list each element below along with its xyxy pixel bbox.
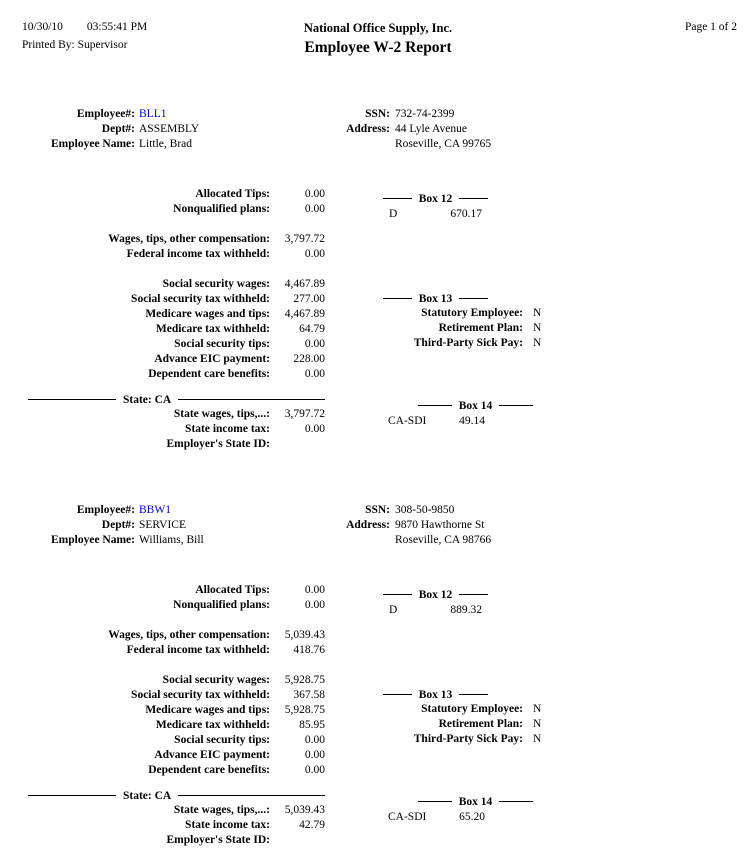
medicare-wages-value: 4,467.89 xyxy=(284,308,325,320)
box14-amount: 49.14 xyxy=(459,415,485,427)
box14-rule-right xyxy=(499,801,533,802)
state-rule-left xyxy=(28,795,116,796)
nonqualified-plans-label: Nonqualified plans: xyxy=(173,203,270,215)
dependent-care-row xyxy=(0,763,325,778)
address-row xyxy=(300,518,491,533)
box13-rule-left xyxy=(383,298,412,299)
ss-tax-row xyxy=(0,688,325,703)
employee-name-row xyxy=(0,137,199,152)
wages-label: Wages, tips, other compensation: xyxy=(108,233,270,245)
address-row xyxy=(300,122,491,137)
box13-header xyxy=(383,687,488,702)
dependent-care-value: 0.00 xyxy=(304,368,325,380)
state-rule-right xyxy=(178,795,325,796)
box14-rule-right xyxy=(499,405,533,406)
ss-wages-label: Social security wages: xyxy=(162,278,270,290)
state-wages-label: State wages, tips,...: xyxy=(173,804,270,816)
box12-amount: 889.32 xyxy=(450,604,482,616)
third-party-value: N xyxy=(533,337,542,349)
box12-rule-right xyxy=(459,198,488,199)
dept-value: SERVICE xyxy=(139,519,186,531)
ss-tax-row xyxy=(0,292,325,307)
box14-rule-left xyxy=(418,801,452,802)
header-center xyxy=(0,21,756,57)
box13-label: Box 13 xyxy=(418,292,453,305)
medicare-tax-row xyxy=(0,322,325,337)
third-party-value: N xyxy=(533,733,542,745)
dependent-care-value: 0.00 xyxy=(304,764,325,776)
retirement-value: N xyxy=(533,322,542,334)
state-wages-row xyxy=(0,407,325,422)
state-wages-value: 3,797.72 xyxy=(284,408,325,420)
third-party-label: Third-Party Sick Pay: xyxy=(413,337,523,349)
box12-header xyxy=(383,191,488,206)
ss-wages-row xyxy=(0,673,325,688)
federal-tax-value: 418.76 xyxy=(293,644,325,656)
ssn-label: SSN: xyxy=(365,504,390,516)
ss-wages-label: Social security wages: xyxy=(162,674,270,686)
address-label: Address: xyxy=(346,519,390,531)
box14-entry xyxy=(383,810,485,825)
ss-tips-label: Social security tips: xyxy=(174,734,270,746)
print-date: 10/30/10 xyxy=(22,21,63,33)
box12-rule-left xyxy=(383,198,412,199)
nonqualified-plans-label: Nonqualified plans: xyxy=(173,599,270,611)
box12-code: D xyxy=(389,604,398,616)
employee-no-row xyxy=(0,503,204,518)
state-section-header xyxy=(28,788,325,803)
box12-code: D xyxy=(389,208,398,220)
medicare-tax-label: Medicare tax withheld: xyxy=(155,719,270,731)
advance-eic-row xyxy=(0,748,325,763)
employee-identity xyxy=(0,503,204,548)
dept-value: ASSEMBLY xyxy=(139,123,200,135)
advance-eic-value: 0.00 xyxy=(304,749,325,761)
retirement-value: N xyxy=(533,718,542,730)
medicare-tax-label: Medicare tax withheld: xyxy=(155,323,270,335)
box14-code: CA-SDI xyxy=(388,415,427,427)
medicare-tax-value: 85.95 xyxy=(299,719,325,731)
employee-contact xyxy=(300,503,491,548)
employer-state-id-row xyxy=(0,437,325,452)
dept-label: Dept#: xyxy=(101,519,135,531)
employer-state-id-value xyxy=(270,437,325,452)
box13-section xyxy=(383,291,541,351)
employer-state-id-value xyxy=(270,833,325,848)
advance-eic-label: Advance EIC payment: xyxy=(154,749,270,761)
employee-no-row xyxy=(0,107,199,122)
state-wages-label: State wages, tips,...: xyxy=(173,408,270,420)
box14-label: Box 14 xyxy=(458,399,493,412)
state-rule-right xyxy=(178,399,325,400)
employee-identity xyxy=(0,107,199,152)
statutory-row xyxy=(383,306,541,321)
employee-no-link[interactable]: BBW1 xyxy=(139,504,171,516)
employee-name-label: Employee Name: xyxy=(51,138,135,150)
box13-header xyxy=(383,291,488,306)
ss-tips-value: 0.00 xyxy=(304,338,325,350)
statutory-value: N xyxy=(533,703,542,715)
box13-label: Box 13 xyxy=(418,688,453,701)
federal-tax-value: 0.00 xyxy=(304,248,325,260)
box14-rule-left xyxy=(418,405,452,406)
wages-row xyxy=(0,232,325,247)
nonqualified-plans-value: 0.00 xyxy=(304,203,325,215)
employee-name-row xyxy=(0,533,204,548)
medicare-wages-value: 5,928.75 xyxy=(284,704,325,716)
nonqualified-plans-row xyxy=(0,202,325,217)
retirement-row xyxy=(383,321,541,336)
box12-rule-right xyxy=(459,594,488,595)
federal-tax-label: Federal income tax withheld: xyxy=(126,644,270,656)
third-party-label: Third-Party Sick Pay: xyxy=(413,733,523,745)
box12-amount: 670.17 xyxy=(450,208,482,220)
employee-block xyxy=(0,503,756,861)
ss-tax-label: Social security tax withheld: xyxy=(131,689,270,701)
employee-block xyxy=(0,107,756,503)
allocated-tips-row xyxy=(0,187,325,202)
employee-no-label: Employee#: xyxy=(76,504,135,516)
address-line1: 44 Lyle Avenue xyxy=(395,123,467,135)
wage-amounts xyxy=(0,583,325,848)
allocated-tips-row xyxy=(0,583,325,598)
box14-amount: 65.20 xyxy=(459,811,485,823)
dependent-care-label: Dependent care benefits: xyxy=(148,368,270,380)
box14-label: Box 14 xyxy=(458,795,493,808)
address-label-spacer xyxy=(300,533,390,548)
nonqualified-plans-row xyxy=(0,598,325,613)
ssn-value: 732-74-2399 xyxy=(395,108,455,120)
retirement-row xyxy=(383,717,541,732)
wage-amounts xyxy=(0,187,325,452)
state-wages-value: 5,039.43 xyxy=(284,804,325,816)
dept-row xyxy=(0,518,204,533)
state-tax-value: 0.00 xyxy=(304,423,325,435)
wages-label: Wages, tips, other compensation: xyxy=(108,629,270,641)
ss-wages-value: 5,928.75 xyxy=(284,674,325,686)
employee-name-label: Employee Name: xyxy=(51,534,135,546)
federal-tax-row xyxy=(0,643,325,658)
box12-entry xyxy=(383,603,482,618)
dept-row xyxy=(0,122,199,137)
box12-header xyxy=(383,587,488,602)
employer-state-id-label: Employer's State ID: xyxy=(166,834,270,846)
ss-tips-row xyxy=(0,733,325,748)
medicare-tax-value: 64.79 xyxy=(299,323,325,335)
employer-state-id-label: Employer's State ID: xyxy=(166,438,270,450)
state-header-label: State: CA xyxy=(123,789,172,802)
box12-rule-left xyxy=(383,594,412,595)
ss-wages-row xyxy=(0,277,325,292)
company-name: National Office Supply, Inc. xyxy=(303,21,453,35)
printed-by: Printed By: Supervisor xyxy=(22,39,128,51)
box13-rule-left xyxy=(383,694,412,695)
allocated-tips-value: 0.00 xyxy=(304,188,325,200)
ssn-row xyxy=(300,107,491,122)
address-line2: Roseville, CA 98766 xyxy=(395,534,492,546)
statutory-label: Statutory Employee: xyxy=(421,307,523,319)
medicare-tax-row xyxy=(0,718,325,733)
wages-value: 3,797.72 xyxy=(284,233,325,245)
allocated-tips-label: Allocated Tips: xyxy=(195,584,270,596)
ss-tax-value: 277.00 xyxy=(293,293,325,305)
state-tax-row xyxy=(0,818,325,833)
address-row2 xyxy=(300,137,491,152)
address-row2 xyxy=(300,533,491,548)
box13-section xyxy=(383,687,541,747)
advance-eic-value: 228.00 xyxy=(293,353,325,365)
third-party-row xyxy=(383,732,541,747)
address-label: Address: xyxy=(346,123,390,135)
state-header-label: State: CA xyxy=(123,393,172,406)
box14-entry xyxy=(383,414,485,429)
ssn-row xyxy=(300,503,491,518)
allocated-tips-label: Allocated Tips: xyxy=(195,188,270,200)
box14-header xyxy=(418,794,533,809)
ss-tips-value: 0.00 xyxy=(304,734,325,746)
employee-name-value: Williams, Bill xyxy=(139,534,204,546)
state-tax-row xyxy=(0,422,325,437)
box12-label: Box 12 xyxy=(418,192,453,205)
medicare-wages-label: Medicare wages and tips: xyxy=(145,308,270,320)
box12-entry xyxy=(383,207,482,222)
statutory-value: N xyxy=(533,307,542,319)
dependent-care-label: Dependent care benefits: xyxy=(148,764,270,776)
employer-state-id-row xyxy=(0,833,325,848)
report-header xyxy=(0,0,756,107)
nonqualified-plans-value: 0.00 xyxy=(304,599,325,611)
dept-label: Dept#: xyxy=(101,123,135,135)
employee-no-label: Employee#: xyxy=(76,108,135,120)
address-line2: Roseville, CA 99765 xyxy=(395,138,492,150)
retirement-label: Retirement Plan: xyxy=(438,322,523,334)
report-title: Employee W-2 Report xyxy=(304,39,452,56)
employee-no-link[interactable]: BLL1 xyxy=(139,108,167,120)
third-party-row xyxy=(383,336,541,351)
retirement-label: Retirement Plan: xyxy=(438,718,523,730)
wages-value: 5,039.43 xyxy=(284,629,325,641)
ssn-value: 308-50-9850 xyxy=(395,504,455,516)
box12-label: Box 12 xyxy=(418,588,453,601)
medicare-wages-label: Medicare wages and tips: xyxy=(145,704,270,716)
box12-section xyxy=(383,191,488,222)
state-section-header xyxy=(28,392,325,407)
statutory-row xyxy=(383,702,541,717)
ss-tips-label: Social security tips: xyxy=(174,338,270,350)
allocated-tips-value: 0.00 xyxy=(304,584,325,596)
box14-header xyxy=(418,398,533,413)
state-tax-label: State income tax: xyxy=(185,423,270,435)
medicare-wages-row xyxy=(0,307,325,322)
ss-tax-value: 367.58 xyxy=(293,689,325,701)
address-line1: 9870 Hawthorne St xyxy=(395,519,485,531)
ss-wages-value: 4,467.89 xyxy=(284,278,325,290)
box14-code: CA-SDI xyxy=(388,811,427,823)
ssn-label: SSN: xyxy=(365,108,390,120)
state-tax-value: 42.79 xyxy=(299,819,325,831)
state-rule-left xyxy=(28,399,116,400)
advance-eic-label: Advance EIC payment: xyxy=(154,353,270,365)
address-label-spacer xyxy=(300,137,390,152)
ss-tax-label: Social security tax withheld: xyxy=(131,293,270,305)
state-wages-row xyxy=(0,803,325,818)
state-tax-label: State income tax: xyxy=(185,819,270,831)
employee-list xyxy=(0,107,756,861)
federal-tax-label: Federal income tax withheld: xyxy=(126,248,270,260)
box13-rule-right xyxy=(459,298,488,299)
ss-tips-row xyxy=(0,337,325,352)
box14-section xyxy=(383,398,533,429)
statutory-label: Statutory Employee: xyxy=(421,703,523,715)
employee-contact xyxy=(300,107,491,152)
wages-row xyxy=(0,628,325,643)
employee-name-value: Little, Brad xyxy=(139,138,193,150)
box12-section xyxy=(383,587,488,618)
federal-tax-row xyxy=(0,247,325,262)
dependent-care-row xyxy=(0,367,325,382)
advance-eic-row xyxy=(0,352,325,367)
page-indicator: Page 1 of 2 xyxy=(684,21,737,33)
medicare-wages-row xyxy=(0,703,325,718)
box14-section xyxy=(383,794,533,825)
box13-rule-right xyxy=(459,694,488,695)
print-time: 03:55:41 PM xyxy=(86,21,148,33)
